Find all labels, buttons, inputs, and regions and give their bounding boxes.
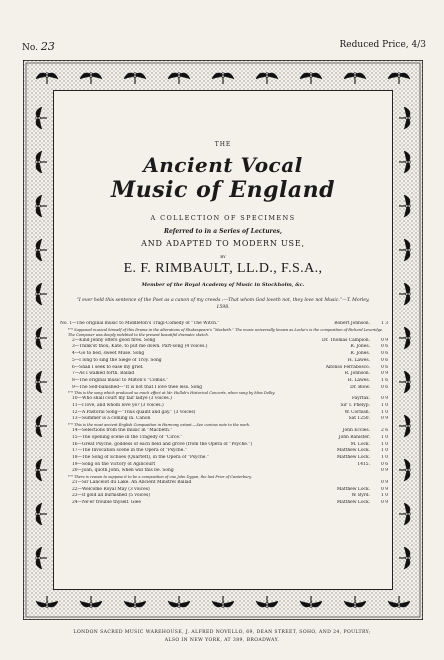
number-label: No.: [22, 43, 38, 53]
list-item: [60, 416, 388, 423]
title-panel: [53, 90, 393, 590]
list-item: [60, 358, 388, 365]
item-title: 10—Who shall court my fair ladye (3 voices.): [72, 396, 172, 402]
item-price: 1 0: [381, 493, 388, 499]
item-composer: R. Johnson.: [344, 371, 370, 377]
subtitle-collection: A COLLECTION OF SPECIMENS: [150, 214, 296, 222]
item-composer: 1415.: [357, 461, 370, 467]
item-price: 0 6: [381, 364, 388, 370]
item-price: 1 6: [381, 377, 388, 383]
item-title: 22—Welcome Royal May (3 voices): [72, 486, 150, 492]
list-item: [60, 385, 388, 392]
item-title: 12—A Pastoral Song—“Thus quaint and gay.” (3 voices): [72, 409, 196, 415]
list-note: *″* There is reason to suppose it to be a composition of one John Dygon, the last Prior of Canterbury.: [68, 475, 252, 480]
epigraph-quote: “I ever held this sentence of the Poet as a canon of my creeds :—That whom God loveth not, they love not Music.”—T. Morley, 1598.: [76, 298, 370, 310]
item-composer: Matthew Lock.: [336, 454, 370, 460]
item-composer: Dr. Thomas Campion.: [322, 337, 370, 343]
list-item: [60, 462, 388, 469]
catalogue-number: [22, 40, 55, 53]
item-composer: Dr. Blow.: [350, 384, 370, 390]
title-line-2: Music of England: [110, 177, 336, 203]
item-price: 0 6: [381, 351, 388, 357]
list-item: [60, 487, 388, 494]
item-title: 2—Kind Jenny offers good fires. Song: [72, 337, 156, 343]
item-composer: Sir T. Phelyp.: [340, 403, 370, 409]
item-price: 1 0: [381, 403, 388, 409]
item-composer: R. Jones.: [350, 351, 370, 357]
publisher-line-1: LONDON SACRED MUSIC WAREHOUSE, J. ALFRED NOVELLO, 69, DEAN STREET, SOHO, AND 24, POULTRY;: [73, 630, 371, 635]
list-item: [60, 403, 388, 410]
item-title: 18—The Song of Echoes (Quartett), in the Opera of “Psyche.”: [72, 454, 210, 460]
item-price: 0 9: [381, 371, 388, 377]
item-title: 4—Go to bed, sweet Muse. Song: [72, 351, 145, 357]
publisher-line-2: ALSO IN NEW YORK, AT 389, BROADWAY.: [164, 638, 280, 643]
item-composer: Matthew Lock.: [336, 500, 370, 506]
item-composer: W. Byrd.: [351, 493, 370, 499]
item-price: 1 0: [381, 434, 388, 440]
item-composer: M. Lock.: [350, 441, 370, 447]
item-price: 0 9: [381, 396, 388, 402]
price-label: Reduced Price, 4/3: [339, 40, 426, 50]
item-title: 11—I love, and whom love ye? (3 voices.): [72, 403, 164, 409]
item-price: 0 6: [381, 384, 388, 390]
item-composer: Matthew Lock.: [336, 448, 370, 454]
item-title: 20—Joan, quoth John, when will this be. Song: [72, 468, 174, 474]
list-item: [60, 338, 388, 345]
list-item: [60, 455, 388, 462]
item-title: 15—The opening scene in the Tragedy of “Circe.”: [72, 434, 183, 440]
item-price: 2 6: [381, 428, 388, 434]
list-item: [60, 493, 388, 500]
item-composer: R. Jones.: [350, 344, 370, 350]
list-item: [60, 365, 388, 372]
list-item: [60, 344, 388, 351]
item-price: 0 6: [381, 461, 388, 467]
item-price: 1 0: [381, 454, 388, 460]
author-credentials: Member of the Royal Academy of Music in Stockholm, &c.: [141, 282, 305, 288]
item-title: 6—Shall I seek to ease my grief.: [72, 364, 144, 370]
list-item: [60, 442, 388, 449]
list-item: [60, 410, 388, 417]
item-price: 1 0: [381, 409, 388, 415]
item-title: 16—Great Psyche, goddess of each field and grove (from the Opera of “Psyche.”): [72, 441, 253, 447]
list-item: [60, 378, 388, 385]
subtitle-adapted: AND ADAPTED TO MODERN USE,: [141, 239, 305, 248]
item-title: 13—Summer is a coming in. Canon: [72, 416, 151, 422]
item-composer: John Banister.: [338, 434, 370, 440]
list-item: [60, 480, 388, 487]
item-price: 0 9: [381, 468, 388, 474]
list-item: [60, 448, 388, 455]
item-title: 14—Selections from the music in “Macbeth.”: [72, 428, 173, 434]
item-composer: Alfonso Ferrabosco.: [325, 364, 370, 370]
item-title: 23—If gold all burnished (5 voices): [72, 493, 150, 499]
item-title: 5—I long to sing the Siege of Troy. Song: [72, 357, 162, 363]
item-title: No. 1—The original music to Middleton's Tragi-Comedy of “The Witch.”: [60, 321, 220, 326]
title-the: THE: [214, 141, 232, 148]
subtitle-referred: Referred to in a Series of Lectures,: [163, 228, 282, 235]
item-composer: Matthew Lock.: [336, 486, 370, 492]
item-composer: W. Cornish.: [344, 409, 370, 415]
list-item: [60, 435, 388, 442]
title-line-1: Ancient Vocal: [143, 153, 303, 177]
item-title: 19—Song on the Victory of Agincourt: [72, 461, 156, 467]
item-price: 0 9: [381, 486, 388, 492]
item-composer: John Eccles.: [342, 428, 370, 434]
item-title: 9—The Self-banished—“It is not that I love thee less. Song: [72, 384, 203, 390]
number-value: 23: [40, 40, 55, 53]
item-title: 24—Ne'er trouble thyself. Glee: [72, 500, 141, 506]
item-composer: H. Lawes.: [347, 377, 370, 383]
list-note: *″* Supposed musical himself of this Drama in the alterations of Shakespeare's “Macbeth.” The music universally known as Locke's is the composition of Richard Leveridge. The Composer was deeply indebted to the present beautiful dramatic sketch.: [68, 327, 384, 337]
contents-list: [60, 321, 388, 507]
item-composer: H. Lawes.: [347, 357, 370, 363]
list-item: [60, 500, 388, 507]
item-title: 8—The original music to Milton's “Comus.”: [72, 377, 169, 383]
item-title: 21—Sir Lancelot du Lake. An Ancient Minstrel Ballad: [72, 480, 192, 486]
item-price: 0 9: [381, 337, 388, 343]
list-item: [60, 396, 388, 403]
item-price: 0 6: [381, 344, 388, 350]
list-item: [60, 321, 388, 328]
item-price: 0 9: [381, 500, 388, 506]
item-price: 1 0: [381, 441, 388, 447]
item-title: 3—Think'st thou, Kate, to put me down. Part-song (4 voices.): [72, 344, 208, 350]
item-composer: Robert Johnson.: [334, 321, 370, 326]
item-price: 1 3: [381, 321, 388, 326]
list-note: *″* This is the song which produced so much effect at Mr. Hullah's Historical Concerts, when sung by Miss Dolby.: [68, 391, 276, 396]
item-composer: Fayrfax.: [351, 396, 370, 402]
item-price: 0 9: [381, 480, 388, 486]
list-item: [60, 428, 388, 435]
item-price: 1 0: [381, 448, 388, 454]
item-title: 7—As I walked forth. Ballad: [72, 371, 135, 377]
list-item: [60, 351, 388, 358]
list-note: *″* This is the most ancient English Composition in Harmony extant.—See curious note to the work.: [68, 423, 251, 428]
list-item: [60, 371, 388, 378]
item-price: 0 6: [381, 357, 388, 363]
item-price: 0 9: [381, 416, 388, 422]
by-label: BY: [220, 254, 226, 259]
list-item: [60, 468, 388, 475]
item-composer: Sat 1250.: [348, 416, 370, 422]
author-name: E. F. RIMBAULT, LL.D., F.S.A.,: [123, 261, 323, 276]
item-title: 17—The Invocation scene in the Opera of “Psyche.”: [72, 448, 187, 454]
